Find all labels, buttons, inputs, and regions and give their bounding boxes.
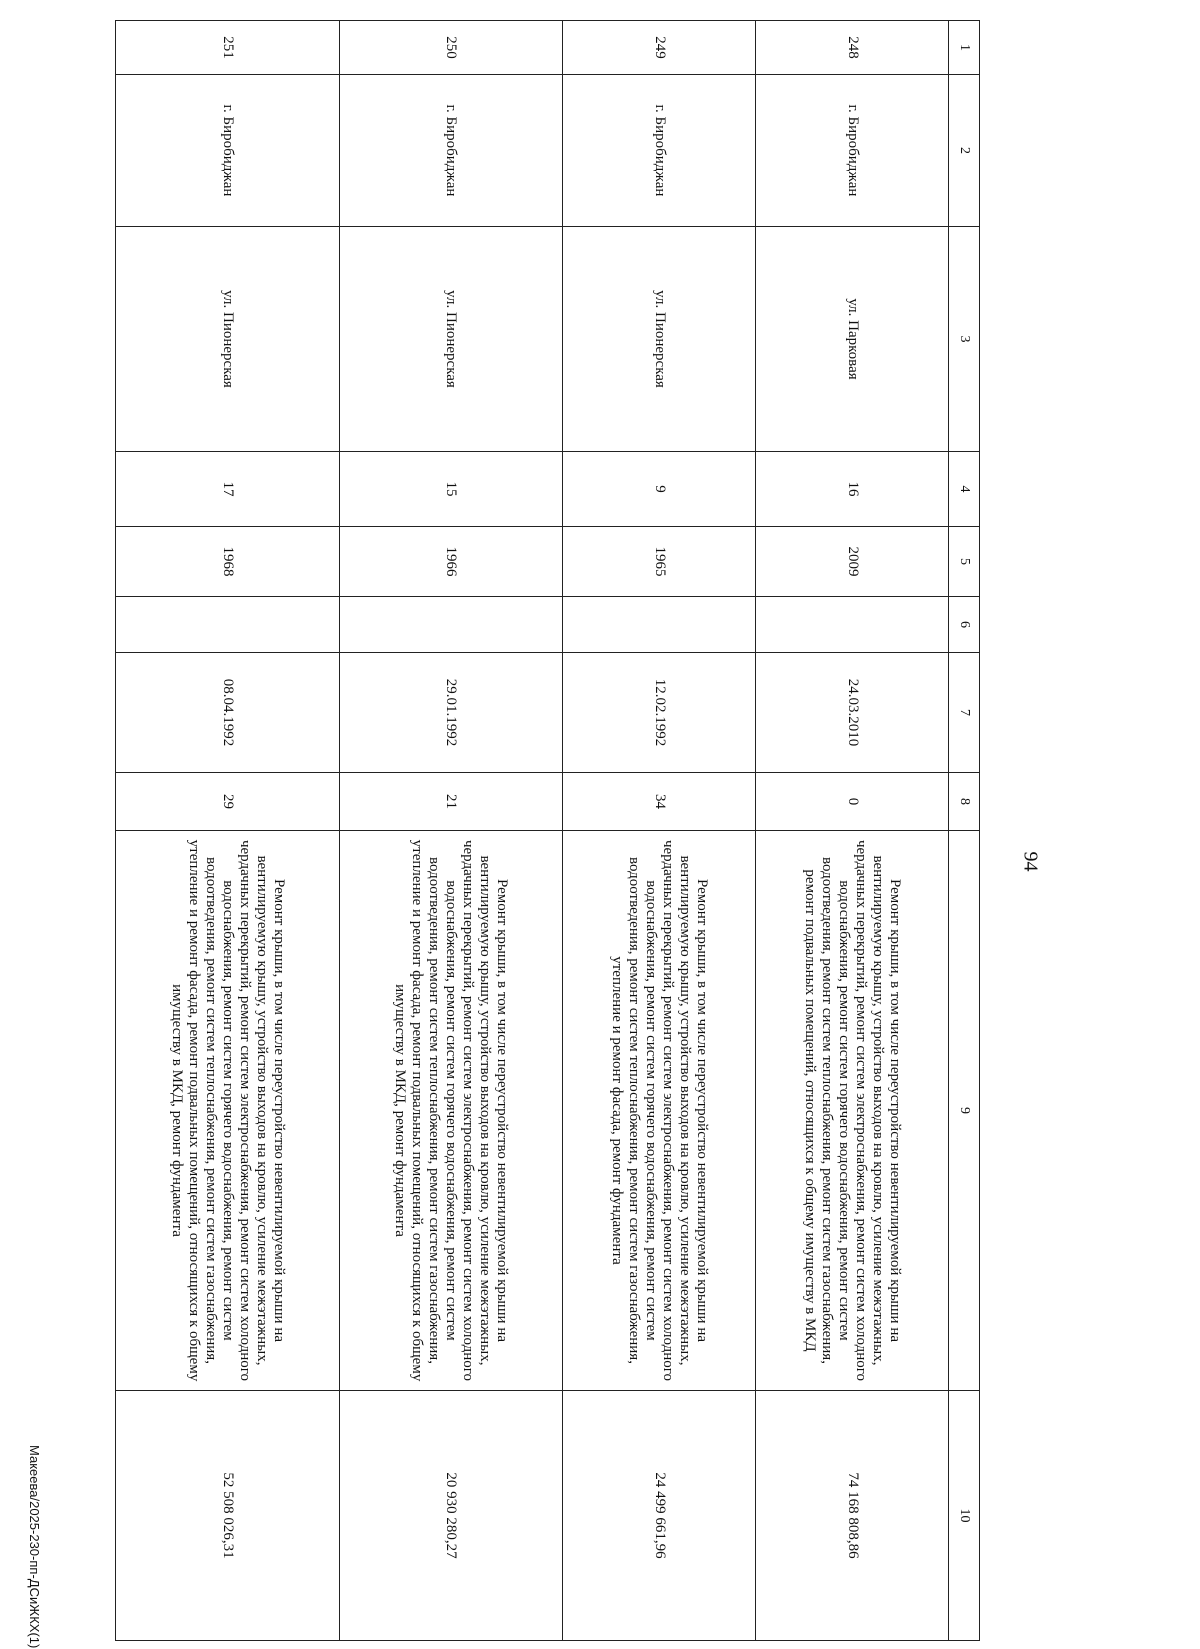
- column-header: 7: [949, 653, 980, 773]
- city-cell: г. Биробиджан: [563, 75, 756, 227]
- date-cell: 24.03.2010: [756, 653, 949, 773]
- cost-cell: 24 499 661,96: [563, 1391, 756, 1641]
- column-header: 10: [949, 1391, 980, 1641]
- value-cell: 29: [116, 773, 340, 831]
- build-year-cell: 1965: [563, 527, 756, 597]
- build-year-cell: 1968: [116, 527, 340, 597]
- value-cell: 0: [756, 773, 949, 831]
- column-header: 3: [949, 227, 980, 452]
- repair-program-table: [115, 20, 980, 1641]
- build-year-cell: 1966: [339, 527, 563, 597]
- row-number: 250: [339, 21, 563, 75]
- column-header: 6: [949, 597, 980, 653]
- street-cell: ул. Пионерская: [339, 227, 563, 452]
- build-year-cell: 2009: [756, 527, 949, 597]
- column-header: 2: [949, 75, 980, 227]
- document-reference: Макеева/2025-230-пп-ДСиЖКХ(1): [27, 1445, 42, 1649]
- empty-cell: [116, 597, 340, 653]
- works-description-cell: Ремонт крыши, в том числе переустройство невентилируемой крыши на вентилируемую крышу, устройство выходов на кровлю, усиление межэтажных, чердачных перекрытий, ремонт систем электроснабжения, ремонт систем холодного водоснабжения, ремонт систем горячего водоснабжения, ремонт систем водоотведения, ремонт систем теплоснабжения, ремонт систем газоснабжения, утепление и ремонт фасада, ремонт фундамента: [563, 831, 756, 1391]
- house-number-cell: 16: [756, 452, 949, 527]
- street-cell: ул. Парковая: [756, 227, 949, 452]
- rotated-table-container: [115, 20, 980, 1640]
- column-number-row: [949, 21, 980, 1641]
- works-description-cell: Ремонт крыши, в том числе переустройство невентилируемой крыши на вентилируемую крышу, устройство выходов на кровлю, усиление межэтажных, чердачных перекрытий, ремонт систем электроснабжения, ремонт систем холодного водоснабжения, ремонт систем горячего водоснабжения, ремонт систем водоотведения, ремонт систем теплоснабжения, ремонт систем газоснабжения, ремонт подвальных помещений, относящихся к общему имуществу в МКД: [756, 831, 949, 1391]
- row-number: 248: [756, 21, 949, 75]
- column-header: 5: [949, 527, 980, 597]
- cost-cell: 20 930 280,27: [339, 1391, 563, 1641]
- city-cell: г. Биробиджан: [116, 75, 340, 227]
- page-number: 94: [1019, 851, 1042, 872]
- table-row: [563, 21, 756, 1641]
- empty-cell: [339, 597, 563, 653]
- footer: [27, 1445, 82, 1649]
- works-description-cell: Ремонт крыши, в том числе переустройство невентилируемой крыши на вентилируемую крышу, устройство выходов на кровлю, усиление межэтажных, чердачных перекрытий, ремонт систем электроснабжения, ремонт систем холодного водоснабжения, ремонт систем горячего водоснабжения, ремонт систем водоотведения, ремонт систем теплоснабжения, ремонт систем газоснабжения, утепление и ремонт фасада, ремонт подвальных помещений, относящихся к общему имуществу в МКД, ремонт фундамента: [339, 831, 563, 1391]
- house-number-cell: 15: [339, 452, 563, 527]
- works-description-cell: Ремонт крыши, в том числе переустройство невентилируемой крыши на вентилируемую крышу, устройство выходов на кровлю, усиление межэтажных, чердачных перекрытий, ремонт систем электроснабжения, ремонт систем холодного водоснабжения, ремонт систем горячего водоснабжения, ремонт систем водоотведения, ремонт систем теплоснабжения, ремонт систем газоснабжения, утепление и ремонт фасада, ремонт подвальных помещений, относящихся к общему имуществу в МКД, ремонт фундамента: [116, 831, 340, 1391]
- date-cell: 29.01.1992: [339, 653, 563, 773]
- value-cell: 21: [339, 773, 563, 831]
- house-number-cell: 17: [116, 452, 340, 527]
- table-row: [116, 21, 340, 1641]
- street-cell: ул. Пионерская: [116, 227, 340, 452]
- city-cell: г. Биробиджан: [339, 75, 563, 227]
- column-header: 4: [949, 452, 980, 527]
- city-cell: г. Биробиджан: [756, 75, 949, 227]
- date-cell: 12.02.1992: [563, 653, 756, 773]
- column-header: 8: [949, 773, 980, 831]
- table-row: [756, 21, 949, 1641]
- street-cell: ул. Пионерская: [563, 227, 756, 452]
- value-cell: 34: [563, 773, 756, 831]
- table-row: [339, 21, 563, 1641]
- house-number-cell: 9: [563, 452, 756, 527]
- date-cell: 08.04.1992: [116, 653, 340, 773]
- empty-cell: [756, 597, 949, 653]
- cost-cell: 74 168 808,86: [756, 1391, 949, 1641]
- row-number: 251: [116, 21, 340, 75]
- empty-cell: [563, 597, 756, 653]
- row-number: 249: [563, 21, 756, 75]
- cost-cell: 52 508 026,31: [116, 1391, 340, 1641]
- column-header: 1: [949, 21, 980, 75]
- column-header: 9: [949, 831, 980, 1391]
